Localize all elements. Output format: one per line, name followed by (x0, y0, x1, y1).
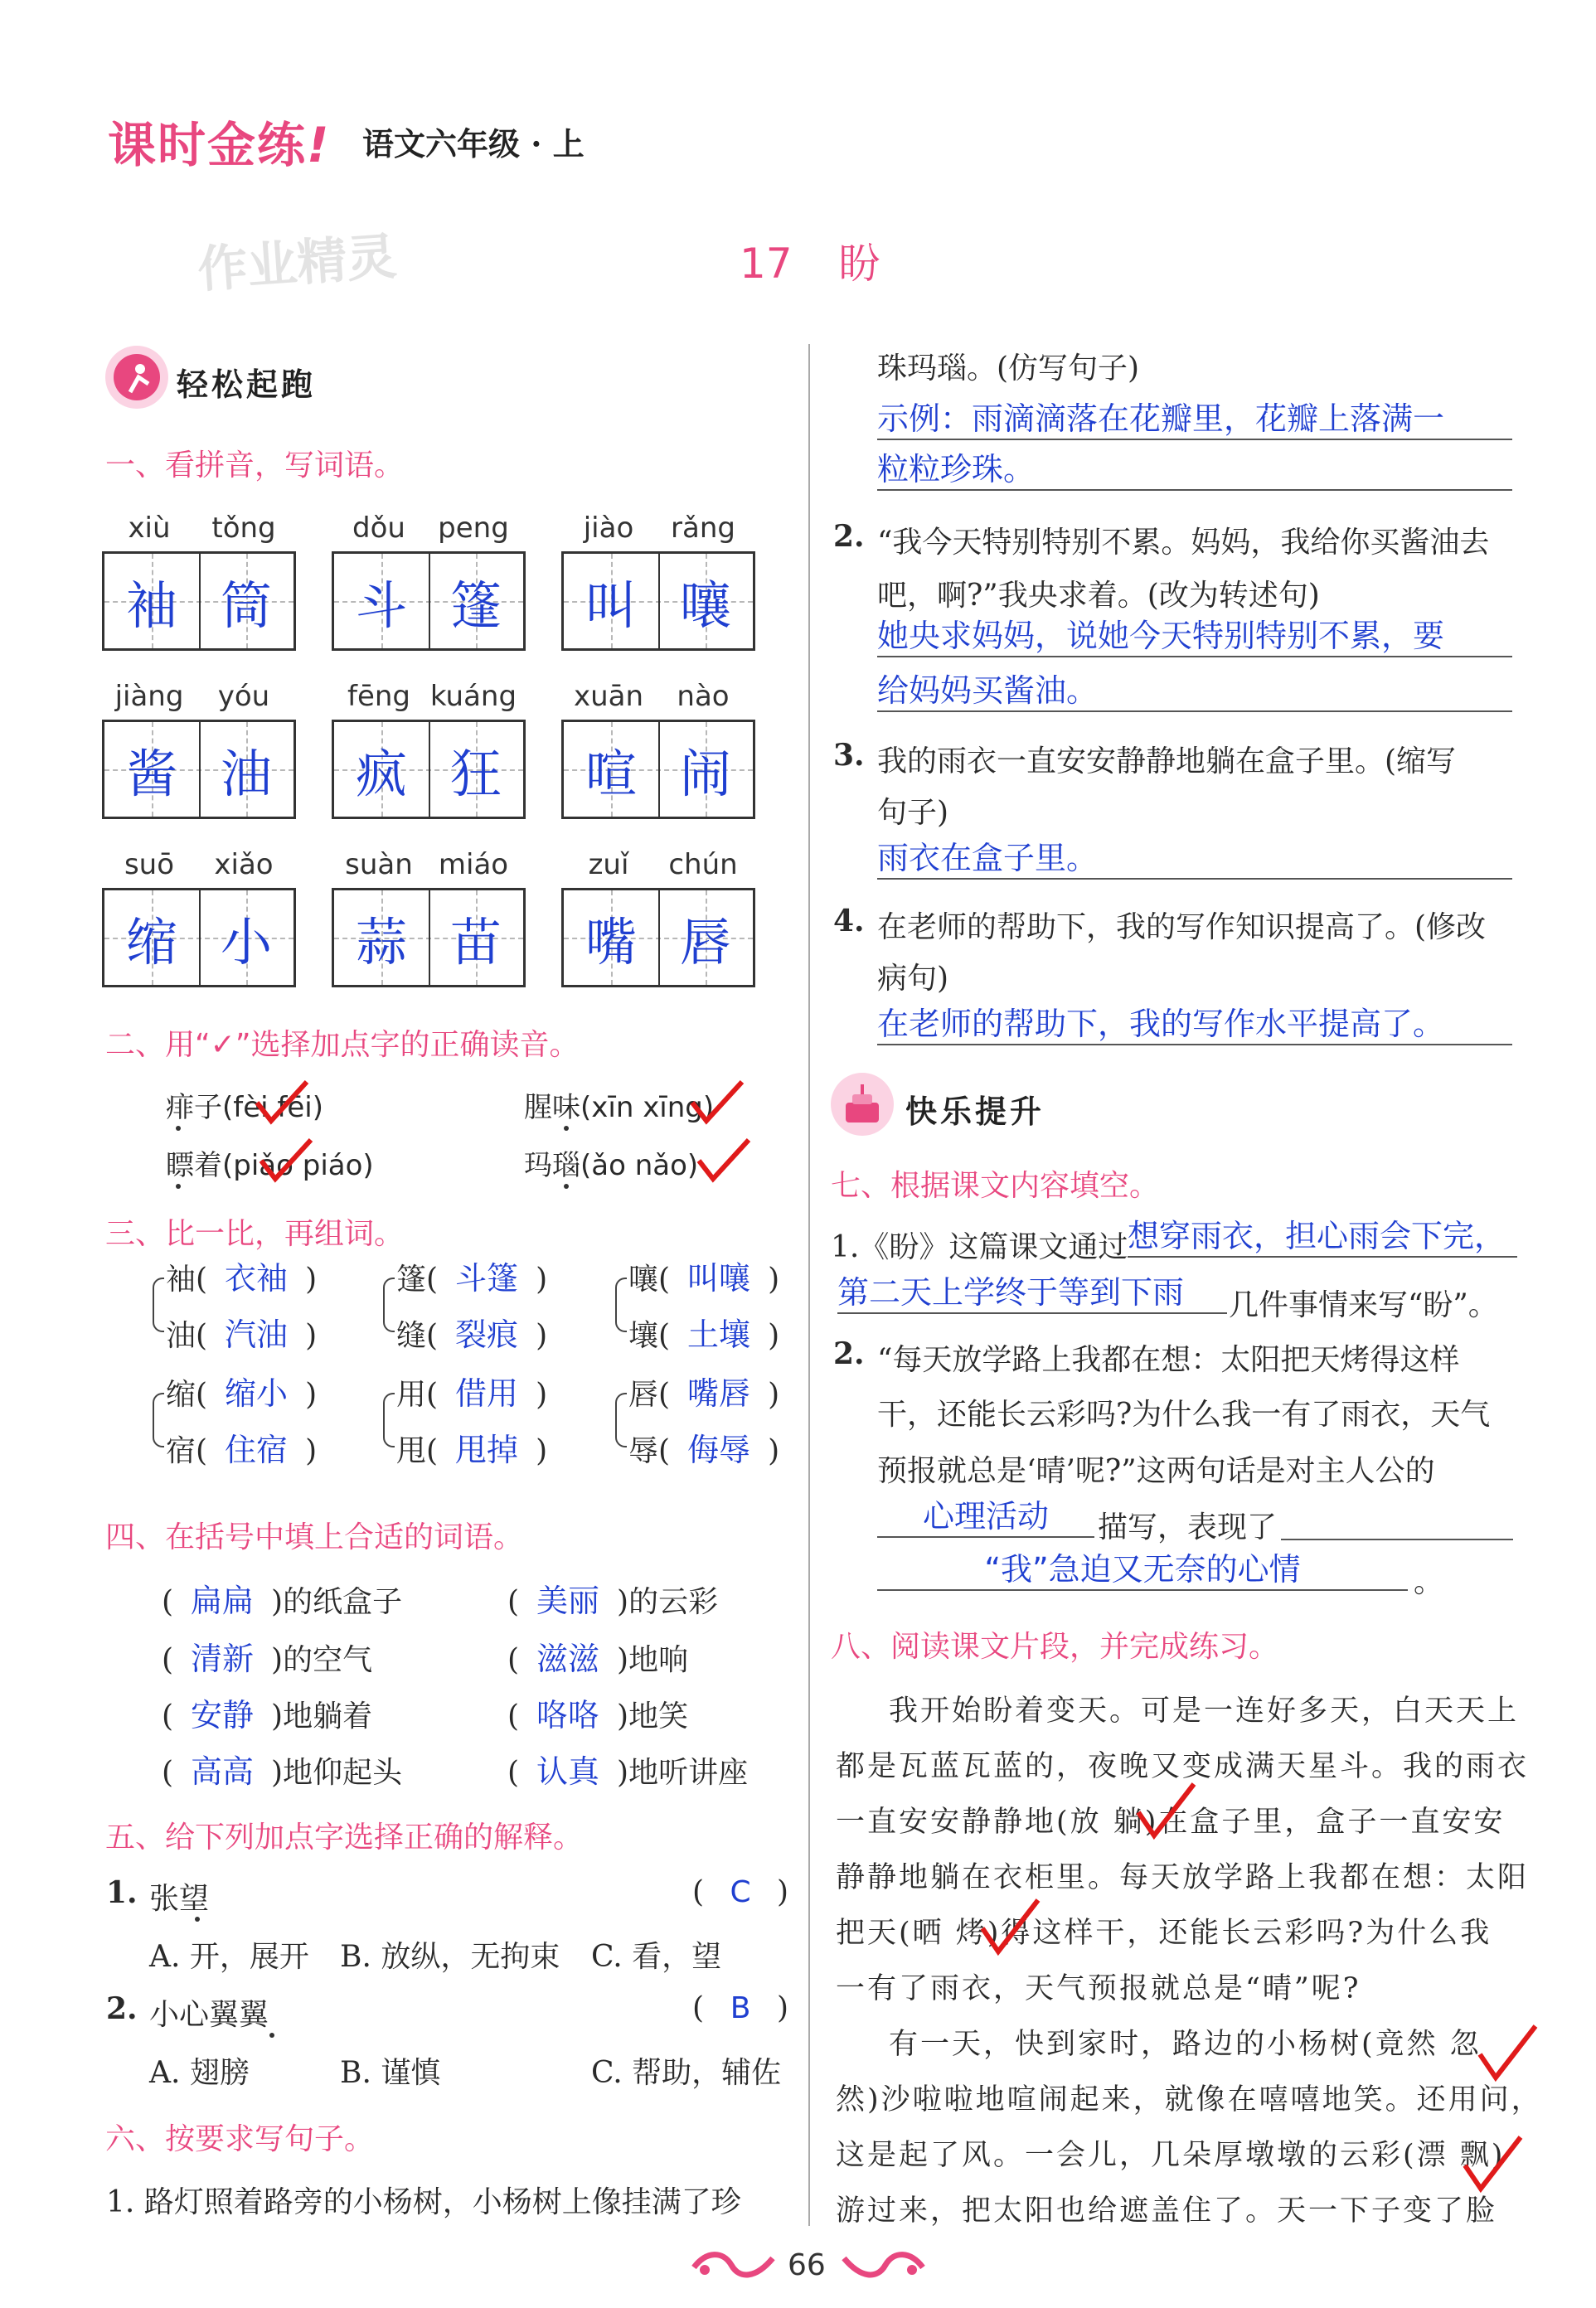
passage-line: 有一天，快到家时，路边的小杨树(竟然 忽 (889, 2028, 1482, 2061)
passage-line: 然)沙啦啦地喧闹起来，就像在嘻嘻地笑。还用问， (836, 2083, 1543, 2116)
answer-character: 喧 (564, 722, 660, 817)
fill-word-row: ( 安静 )地躺着 (162, 1690, 372, 1735)
base-character: 嚷 (628, 1263, 659, 1297)
pinyin-syllable: zuǐ (588, 848, 629, 881)
q5-item2-option-c: C. 帮助，辅佐 (591, 2056, 782, 2090)
compare-word-row: 篷( 斗篷 ) (396, 1253, 547, 1298)
answer-character: 油 (220, 743, 272, 804)
q7-item1-answer-line2: 第二天上学终于等到下雨 (837, 1267, 1227, 1314)
q5-item1-word: 张望 (149, 1882, 210, 1916)
fill-word-row: ( 清新 )的空气 (162, 1633, 372, 1679)
phrase-suffix: )的纸盒子 (271, 1585, 403, 1619)
check-mark-icon (253, 1078, 311, 1127)
compare-word-row: 缝( 裂痕 ) (396, 1309, 547, 1355)
answer-word: 滋滋 (536, 1641, 600, 1677)
answer-word: 认真 (536, 1753, 600, 1790)
brand-logo (108, 106, 330, 176)
answer-word: 衣袖 (225, 1260, 289, 1297)
answer-character: 狂 (449, 743, 502, 804)
q6-item3-line1: 我的雨衣一直安安静静地躺在盒子里。(缩写 (877, 744, 1457, 778)
q7-item2-number: 2. (833, 1336, 865, 1371)
brace-icon (615, 1393, 627, 1447)
column-divider (808, 344, 810, 2226)
emphasis-dot (176, 1184, 181, 1189)
check-mark-icon (1134, 1781, 1201, 1840)
answer-character: 唇 (679, 911, 731, 972)
answer-character: 酱 (104, 722, 201, 817)
pinyin-syllable: kuáng (429, 680, 517, 713)
pinyin-syllable: peng (438, 512, 509, 545)
answer-character: 缩 (104, 890, 201, 985)
q7-item2-answer1: 心理活动 (877, 1491, 1094, 1538)
q5-item1-number: 1. (106, 1875, 138, 1910)
page-ornament-right-icon (836, 2247, 927, 2283)
pinyin-syllable: yóu (217, 680, 270, 713)
q7-item1-line1: 1.《盼》这篇课文通过 (831, 1230, 1128, 1264)
answer-word: 借用 (455, 1375, 519, 1412)
q7-item2-line2: 干，还能长云彩吗?为什么我一有了雨衣，天气 (877, 1398, 1491, 1432)
q6-item4-answer: 在老师的帮助下，我的写作水平提高了。 (877, 998, 1512, 1045)
passage-line: 这是起了风。一会儿，几朵厚墩墩的云彩(漂 飘) (836, 2139, 1506, 2172)
page-ornament-left-icon (690, 2247, 781, 2283)
character-box (332, 551, 526, 651)
q6-item1-answer-line2: 粒粒珍珠。 (877, 444, 1512, 491)
check-mark-icon (1476, 2023, 1542, 2083)
q5-item1-answer: C (730, 1875, 751, 1909)
compare-word-row: 唇( 嘴唇 ) (628, 1368, 779, 1413)
answer-word: 汽油 (225, 1316, 289, 1353)
character-box (332, 720, 526, 819)
q6-item4-line2: 病句) (877, 962, 949, 996)
brace-icon (153, 1393, 164, 1447)
q7-item1-line2: 几件事情来写“盼”。 (1229, 1288, 1498, 1322)
cake-icon (829, 1071, 895, 1137)
q6-item2-answer-line1: 她央求妈妈，说她今天特别特别不累，要 (877, 610, 1512, 657)
q5-title: 五、给下列加点字选择正确的解释。 (105, 1821, 584, 1855)
pinyin-syllable: dǒu (352, 512, 405, 545)
passage-line: 游过来，把太阳也给遮盖住了。天一下子变了脸 (836, 2194, 1498, 2228)
passage-line: 一有了雨衣，天气预报就总是“晴”呢? (836, 1972, 1361, 2005)
base-character: 缩 (166, 1378, 196, 1412)
brand-text: 课时金练 (108, 117, 308, 173)
runner-icon (104, 344, 170, 410)
lesson-number: 17 (740, 240, 793, 288)
answer-character: 小 (220, 911, 272, 972)
phrase-suffix: )地躺着 (271, 1699, 373, 1733)
phrase-suffix: )地笑 (617, 1699, 689, 1733)
answer-word: 高高 (191, 1753, 255, 1790)
q6-item2-answer-line2: 给妈妈买酱油。 (877, 665, 1512, 712)
pinyin-syllable: chún (668, 848, 738, 881)
answer-character: 闹 (679, 743, 731, 804)
compare-word-row: 嚷( 叫嚷 ) (628, 1253, 779, 1298)
answer-word: 叫嚷 (687, 1260, 751, 1297)
base-character: 唇 (628, 1378, 659, 1412)
passage-line: 一直安安静静地(放 躺)在盒子里，盒子一直安安 (836, 1806, 1506, 1839)
check-mark-icon (1461, 2134, 1527, 2194)
q7-item1-answer-line1: 想穿雨衣，担心雨会下完， (1128, 1210, 1517, 1258)
base-character: 篷 (396, 1263, 427, 1297)
q7-item2-blank (1281, 1539, 1513, 1540)
q7-item2-answer2: “我”急迫又无奈的心情 (877, 1544, 1408, 1591)
answer-character: 疯 (334, 722, 430, 817)
q2-title: 二、用“✓”选择加点字的正确读音。 (105, 1028, 580, 1062)
answer-word: 斗篷 (455, 1260, 519, 1297)
pinyin-syllable: suō (124, 848, 175, 881)
check-mark-icon (257, 1136, 315, 1186)
q6-item1-answer-line1: 示例：雨滴滴落在花瓣里，花瓣上落满一 (877, 393, 1512, 440)
base-character: 用 (396, 1378, 427, 1412)
q5-item2-option-a: A. 翅膀 (149, 2056, 250, 2090)
answer-word: 土壤 (687, 1316, 751, 1353)
q7-title: 七、根据课文内容填空。 (831, 1169, 1160, 1203)
section-badge-easy (104, 344, 336, 410)
answer-word: 侮辱 (687, 1432, 751, 1468)
passage-line: 我开始盼着变天。可是一连好多天，白天天上 (889, 1695, 1520, 1728)
answer-word: 咯咯 (536, 1697, 600, 1733)
answer-word: 清新 (191, 1641, 255, 1677)
compare-word-row: 壤( 土壤 ) (628, 1309, 779, 1355)
pinyin-syllable: miáo (438, 848, 509, 881)
q5-item1-option-c: C. 看，望 (591, 1940, 722, 1974)
answer-character: 叫 (564, 554, 660, 648)
character-box (561, 551, 755, 651)
compare-word-row: 袖( 衣袖 ) (166, 1253, 317, 1298)
phrase-suffix: )地响 (617, 1643, 689, 1677)
brace-icon (615, 1278, 627, 1332)
pinyin-syllable: tǒng (211, 512, 276, 545)
phrase-suffix: )地听讲座 (617, 1756, 749, 1790)
answer-word: 安静 (191, 1697, 255, 1733)
check-mark-icon (978, 1897, 1045, 1956)
pinyin-syllable: fēng (347, 680, 411, 713)
answer-character: 嘴 (564, 890, 660, 985)
pinyin-syllable: nào (677, 680, 730, 713)
check-mark-icon (695, 1136, 753, 1186)
compare-word-row: 甩( 甩掉 ) (396, 1424, 547, 1470)
q2-item-c: 瞟着(piǎo piáo) (166, 1149, 374, 1182)
q5-item1-option-a: A. 开，展开 (149, 1940, 309, 1974)
base-character: 辱 (628, 1434, 659, 1468)
answer-character: 袖 (104, 554, 201, 648)
q6-item4-number: 4. (833, 904, 865, 938)
q7-item2-line3: 预报就总是‘晴’呢?”这两句话是对主人公的 (877, 1454, 1435, 1488)
q6-item2-number: 2. (833, 519, 865, 554)
section-badge-easy-label: 轻松起跑 (177, 366, 317, 403)
lesson-title (740, 230, 880, 290)
fill-word-row: ( 咯咯 )地笑 (507, 1690, 688, 1735)
answer-word: 嘴唇 (687, 1375, 751, 1412)
watermark: 作业精灵 (196, 227, 399, 300)
q2-item-d: 玛瑙(ǎo nǎo) (524, 1149, 699, 1182)
passage-line: 都是瓦蓝瓦蓝的，夜晚又变成满天星斗。我的雨衣 (836, 1750, 1530, 1783)
base-character: 缝 (396, 1319, 427, 1353)
q6-item1-line1: 1. 路灯照着路旁的小杨树，小杨树上像挂满了珍 (106, 2185, 741, 2219)
emphasis-dot (564, 1184, 569, 1189)
pinyin-syllable: jiàng (114, 680, 184, 713)
q4-title: 四、在括号中填上合适的词语。 (105, 1520, 524, 1554)
answer-word: 裂痕 (455, 1316, 519, 1353)
emphasis-dot (195, 1917, 200, 1922)
brand-mark: ! (307, 117, 331, 173)
answer-word: 甩掉 (455, 1432, 519, 1468)
fill-word-row: ( 扁扁 )的纸盒子 (162, 1575, 402, 1621)
q6-item3-line2: 句子) (877, 796, 949, 830)
q1-title: 一、看拼音，写词语。 (105, 449, 405, 482)
character-box (102, 720, 296, 819)
fill-word-row: ( 高高 )地仰起头 (162, 1746, 402, 1792)
pinyin-syllable: suàn (345, 848, 413, 881)
compare-word-row: 用( 借用 ) (396, 1368, 547, 1413)
q5-item2-answer: B (730, 1991, 751, 2025)
answer-character: 嚷 (679, 575, 731, 636)
fill-word-row: ( 滋滋 )地响 (507, 1633, 688, 1679)
base-character: 袖 (166, 1263, 196, 1297)
q5-item2-paren: ( B ) (692, 1991, 789, 2025)
section-badge-fun (829, 1071, 1078, 1137)
passage-line: 把天(晒 烤)得这样干，还能长云彩吗?为什么我 (836, 1917, 1492, 1950)
q5-item2-option-b: B. 谨慎 (340, 2056, 441, 2090)
q5-item2-word: 小心翼翼 (149, 1998, 269, 2032)
answer-word: 美丽 (536, 1583, 600, 1619)
q6-title: 六、按要求写句子。 (105, 2122, 375, 2156)
answer-word: 扁扁 (191, 1583, 255, 1619)
q2-item-a: 痱子(fèi fēi) (166, 1091, 324, 1124)
q7-item2-line1: “每天放学路上我都在想：太阳把天烤得这样 (877, 1343, 1460, 1377)
base-character: 宿 (166, 1434, 196, 1468)
q6-item1-line2: 珠玛瑙。(仿写句子) (877, 352, 1140, 385)
answer-character: 篷 (449, 575, 502, 636)
subject-label: 语文六年级 · 上 (362, 125, 585, 162)
pinyin-syllable: xiù (128, 512, 171, 545)
character-box (102, 888, 296, 987)
compare-word-row: 辱( 侮辱 ) (628, 1424, 779, 1470)
compare-word-row: 油( 汽油 ) (166, 1309, 317, 1355)
character-box (102, 551, 296, 651)
phrase-suffix: )的云彩 (617, 1585, 719, 1619)
answer-word: 住宿 (225, 1432, 289, 1468)
q5-item2-number: 2. (106, 1991, 138, 2026)
answer-character: 苗 (449, 911, 502, 972)
q7-item2-end: 。 (1414, 1565, 1444, 1599)
emphasis-dot (269, 2033, 274, 2038)
q2-item-b: 腥味(xīn xīng) (524, 1091, 715, 1124)
lesson-title-text: 盼 (838, 240, 880, 288)
q6-item3-number: 3. (833, 738, 865, 773)
compare-word-row: 宿( 住宿 ) (166, 1424, 317, 1470)
emphasis-dot (176, 1126, 181, 1131)
q8-title: 八、阅读课文片段，并完成练习。 (831, 1630, 1279, 1664)
emphasis-dot (564, 1126, 569, 1131)
base-character: 油 (166, 1319, 196, 1353)
phrase-suffix: )地仰起头 (271, 1756, 403, 1790)
base-character: 壤 (628, 1319, 659, 1353)
character-box (332, 888, 526, 987)
brace-icon (383, 1278, 395, 1332)
answer-word: 缩小 (225, 1375, 289, 1412)
q6-item4-line1: 在老师的帮助下，我的写作知识提高了。(修改 (877, 910, 1487, 944)
pinyin-syllable: rǎng (671, 512, 735, 545)
phrase-suffix: )的空气 (271, 1643, 373, 1677)
q6-item2-line2: 吧，啊?”我央求着。(改为转述句) (877, 579, 1320, 613)
q6-item3-answer: 雨衣在盒子里。 (877, 832, 1512, 880)
compare-word-row: 缩( 缩小 ) (166, 1368, 317, 1413)
answer-character: 蒜 (334, 890, 430, 985)
pinyin-syllable: jiào (583, 512, 634, 545)
section-badge-fun-label: 快乐提升 (905, 1093, 1045, 1130)
passage-line: 静静地躺在衣柜里。每天放学路上我都在想：太阳 (836, 1861, 1530, 1894)
q7-item2-line4: 描写，表现了 (1098, 1510, 1278, 1544)
fill-word-row: ( 认真 )地听讲座 (507, 1746, 748, 1792)
q3-title: 三、比一比，再组词。 (105, 1217, 405, 1251)
character-box (561, 888, 755, 987)
q6-item2-line1: “我今天特别特别不累。妈妈，我给你买酱油去 (877, 526, 1490, 560)
q5-item1-option-b: B. 放纵，无拘束 (340, 1940, 560, 1974)
check-mark-icon (688, 1078, 746, 1127)
answer-character: 斗 (334, 554, 430, 648)
pinyin-syllable: xuān (573, 680, 644, 713)
character-box (561, 720, 755, 819)
pinyin-syllable: xiǎo (214, 848, 274, 881)
brace-icon (383, 1393, 395, 1447)
brace-icon (153, 1278, 164, 1332)
base-character: 甩 (396, 1434, 427, 1468)
page-number: 66 (788, 2248, 826, 2282)
fill-word-row: ( 美丽 )的云彩 (507, 1575, 718, 1621)
answer-character: 筒 (220, 575, 272, 636)
q5-item1-paren: ( C ) (692, 1875, 789, 1909)
